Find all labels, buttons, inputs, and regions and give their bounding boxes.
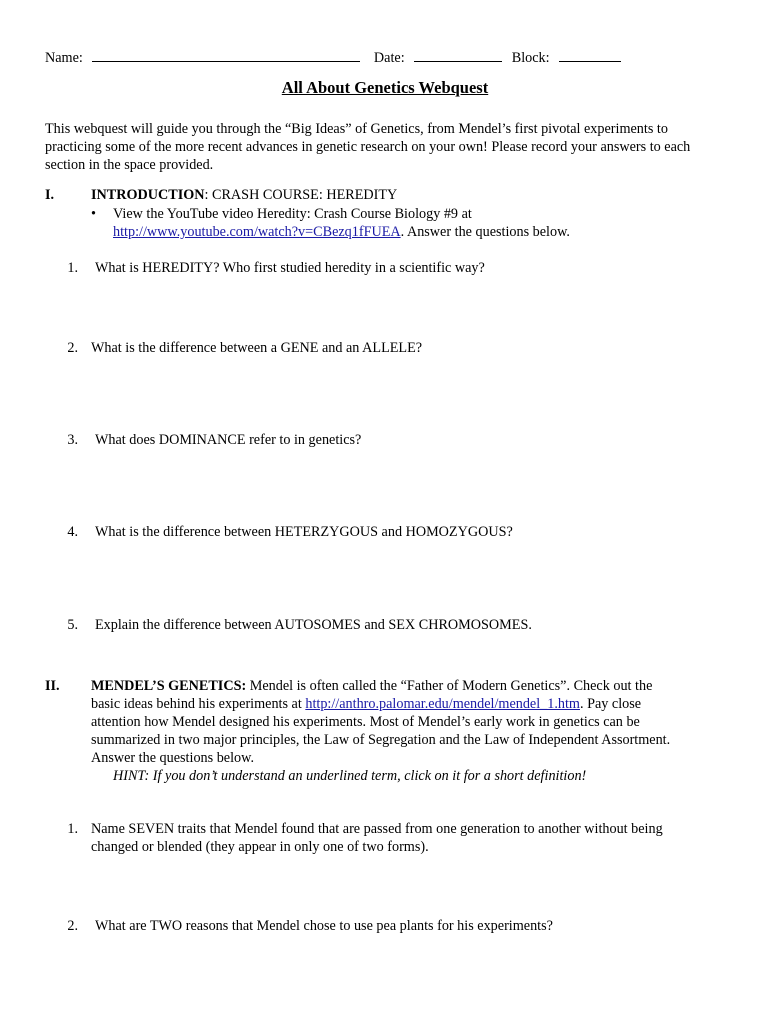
question-4-text: What is the difference between HETERZYGOUS and HOMOZYGOUS? [95,524,513,540]
section-2-line3: attention how Mendel designed his experiments. Most of Mendel’s early work in genetics can be [91,714,640,730]
page-title: All About Genetics Webquest [281,78,489,97]
section-2-numeral: II. [45,678,60,694]
question-5-text: Explain the difference between AUTOSOMES and SEX CHROMOSOMES. [95,617,532,633]
section-2-line4: summarized in two major principles, the Law of Segregation and the Law of Independent Assortment. [91,732,671,748]
section-2-question-1-line2: changed or blended (they appear in only one of two forms). [91,839,429,855]
section-1-link-line [113,223,570,241]
section-2-hint: HINT: If you don’t understand an underlined term, click on it for a short definition! [113,768,587,784]
section-2-link-line [91,695,641,713]
section-2-heading [91,677,731,695]
question-2-text: What is the difference between a GENE and an ALLELE? [91,340,423,356]
question-1-number: 1. [67,260,78,276]
section-2-line2-pre: basic ideas behind his experiments at [91,696,306,712]
block-field[interactable] [559,47,621,62]
intro-paragraph: This webquest will guide you through the “Big Ideas” of Genetics, from Mendel’s first pivotal experiments to practicing some of the more recent advances in genetic research on your own! Please record your answers to each section in the space provided. [45,121,691,173]
section-2-question-2-line1: What are TWO reasons that Mendel chose to use pea plants for his experiments? [95,918,553,934]
question-2-number: 2. [67,340,78,356]
section-2-heading-bold: MENDEL’S GENETICS: [91,678,247,694]
youtube-link[interactable]: http://www.youtube.com/watch?v=CBezq1fFUEA [113,224,401,240]
section-1-bullet-text: View the YouTube video Heredity: Crash Course Biology #9 at [113,206,472,222]
palomar-link[interactable]: http://anthro.palomar.edu/mendel/mendel_1.htm [305,696,580,712]
header-line [45,47,621,67]
question-3-number: 3. [67,432,78,448]
section-1-heading [91,186,397,204]
section-2-question-1-line1: Name SEVEN traits that Mendel found that are passed from one generation to another without being [91,821,663,837]
date-label: Date: [373,50,405,66]
section-1-numeral: I. [45,187,55,203]
section-2-question-2-number: 2. [67,918,78,934]
date-field[interactable] [414,47,502,62]
section-1-after-link: . Answer the questions below. [400,224,570,240]
section-2-question-1-number: 1. [67,821,78,837]
name-field[interactable] [92,47,360,62]
bullet-icon: • [91,206,96,222]
question-3-text: What does DOMINANCE refer to in genetics? [95,432,362,448]
question-4-number: 4. [67,524,78,540]
section-2-line2-post: . Pay close [579,696,642,712]
section-1-heading-rest: : CRASH COURSE: HEREDITY [204,187,398,203]
name-label: Name: [45,50,83,66]
question-5-number: 5. [67,617,78,633]
section-1-heading-bold: INTRODUCTION [91,187,205,203]
block-label: Block: [511,50,550,66]
question-1-text: What is HEREDITY? Who first studied heredity in a scientific way? [95,260,485,276]
section-2-line5: Answer the questions below. [91,750,254,766]
section-2-line1: Mendel is often called the “Father of Modern Genetics”. Check out the [246,678,653,694]
